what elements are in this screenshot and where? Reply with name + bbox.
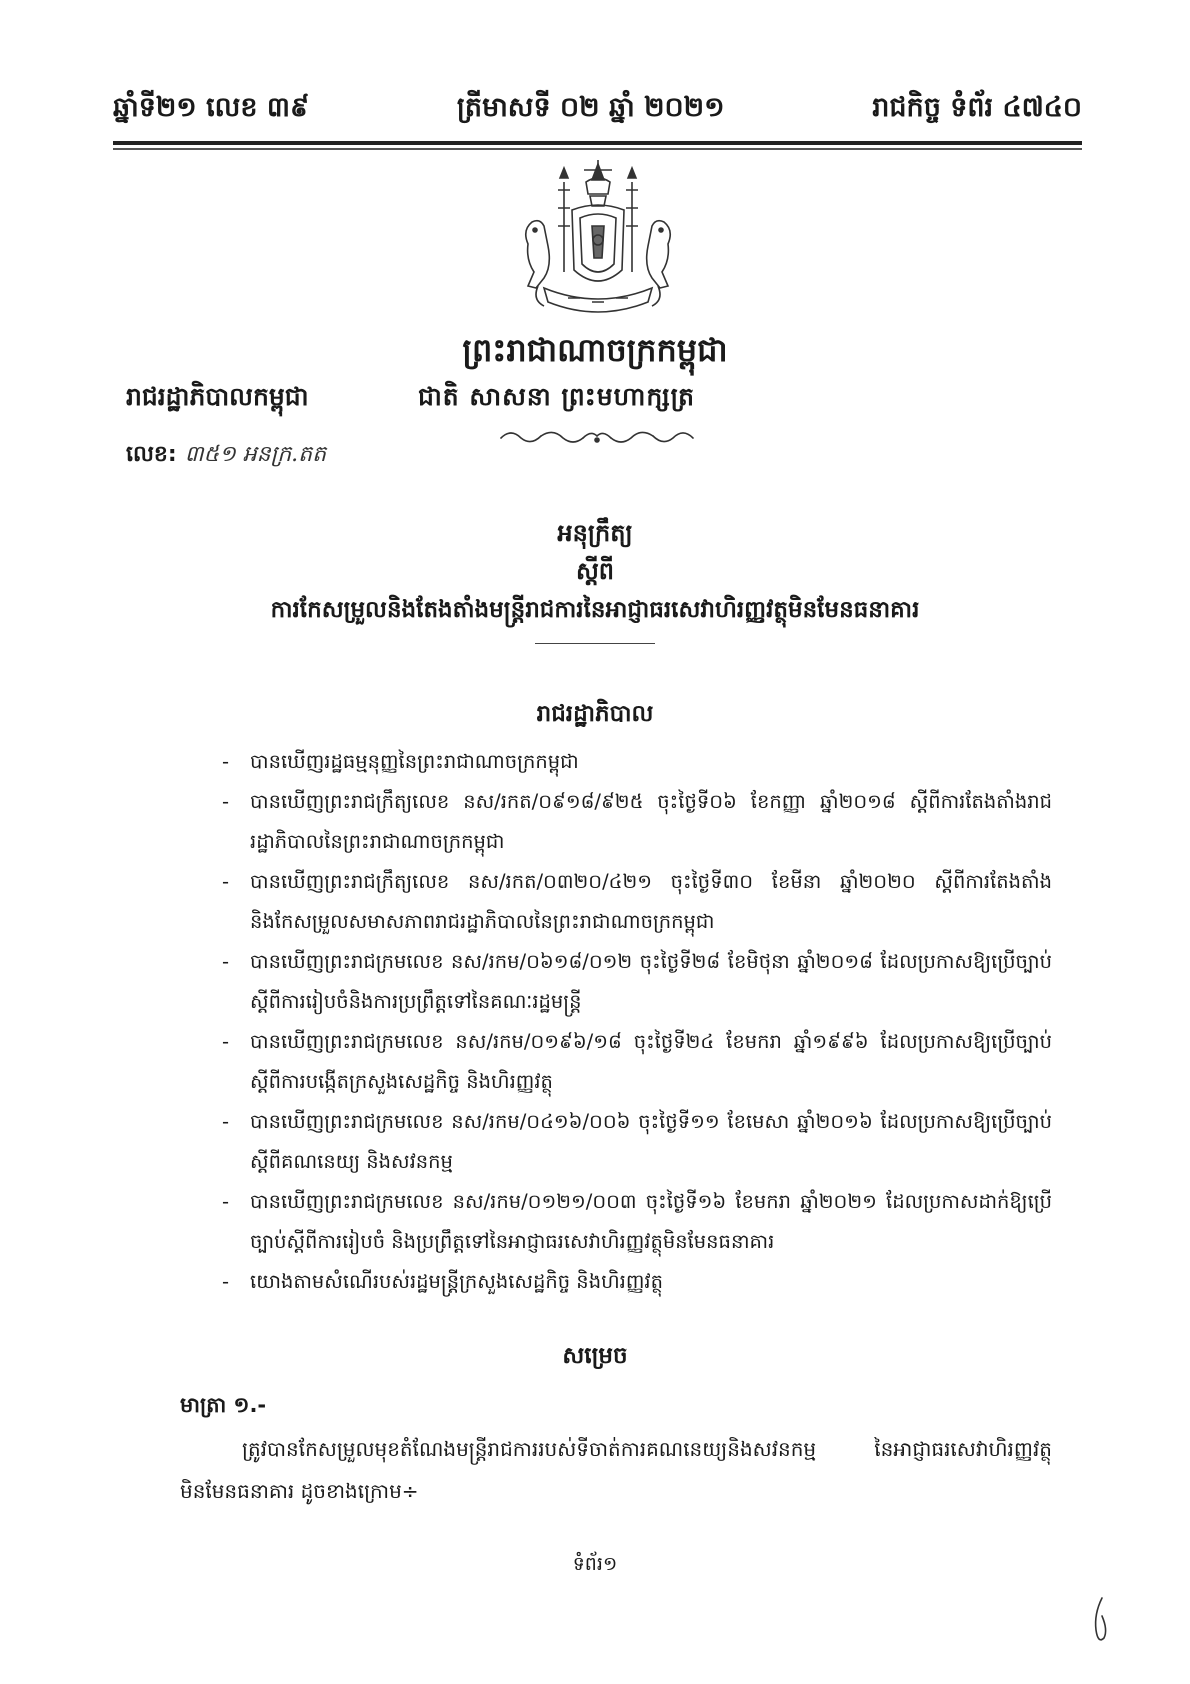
list-item: - បានឃើញព្រះរាជក្រមលេខ នស/រកម/០១២១/០០៣ ចុះថ្ងៃទី១៦ ខែមករា ឆ្នាំ២០២១ ដែលប្រកាសដាក់ឱ្យប្រើច្បាប់ស្តីពីការរៀបចំ និងប្រព្រឹត្តទៅនៃអាជ្ញាធរសេវាហិរញ្ញវត្ថុមិនមែនធនាគារ [222,1190,1052,1253]
list-item: - បានឃើញព្រះរាជក្រឹត្យលេខ នស/រកត/០៩១៨/៩២៥ ចុះថ្ងៃទី០៦ ខែកញ្ញា ឆ្នាំ២០១៨ ស្តីពីការតែងតាំងរាជរដ្ឋាភិបាលនៃព្រះរាជាណាចក្រកម្ពុជា [222,790,1052,853]
document-type: អនុក្រឹត្យ [557,519,633,547]
list-item: - បានឃើញរដ្ឋធម្មនុញ្ញនៃព្រះរាជាណាចក្រកម្ពុជា [222,750,579,773]
list-item: - បានឃើញព្រះរាជក្រមលេខ នស/រកម/០១៩៦/១៨ ចុះថ្ងៃទី២៤ ខែមករា ឆ្នាំ១៩៩៦ ដែលប្រកាសឱ្យប្រើច្បាប់ស្តីពីការបង្កើតក្រសួងសេដ្ឋកិច្ច និងហិរញ្ញវត្ថុ [222,1030,1052,1093]
handwritten-initial-mark [1088,1594,1112,1648]
document-number-label: លេខ: [126,442,177,467]
gazette-header [113,88,1082,132]
national-motto: ជាតិ សាសនា ព្រះមហាក្សត្រ [418,382,695,411]
list-item: - យោងតាមសំណើរបស់រដ្ឋមន្ត្រីក្រសួងសេដ្ឋកិច្ច និងហិរញ្ញវត្ថុ [222,1270,663,1293]
list-item: - បានឃើញព្រះរាជក្រឹត្យលេខ នស/រកត/០៣២០/៤២១ ចុះថ្ងៃទី៣០ ខែមីនា ឆ្នាំ២០២០ ស្តីពីការតែងតាំង និងកែសម្រួលសមាសភាពរាជរដ្ឋាភិបាលនៃព្រះរាជាណាចក្រកម្ពុជា [222,870,1052,933]
decorative-ornament-icon [497,424,697,450]
government-name: រាជរដ្ឋាភិបាលកម្ពុជា [126,382,309,411]
document-number-value: ៣៥១ អនក្រ.តត [184,442,327,467]
page-number: ទំព័រ១ [572,1553,618,1575]
document-about: ស្តីពី [575,557,615,585]
gazette-page-ref: រាជកិច្ច ទំព័រ ៤៧៤០ [872,91,1082,123]
decide-heading: សម្រេច [562,1343,628,1369]
header-rule-thick [113,141,1082,145]
government-heading: រាជរដ្ឋាភិបាល [536,701,654,727]
article-label: មាត្រា ១.- [180,1393,267,1417]
document-number [126,440,326,472]
header-rule-thin [113,148,1082,150]
gazette-year-issue: ឆ្នាំទី២១ លេខ ៣៩ [113,91,310,123]
kingdom-title: ព្រះរាជាណាចក្រកម្ពុជា [462,331,728,369]
list-item: - បានឃើញព្រះរាជក្រមលេខ នស/រកម/០៦១៨/០១២ ចុះថ្ងៃទី២៨ ខែមិថុនា ឆ្នាំ២០១៨ ដែលប្រកាសឱ្យប្រើច្បាប់ស្តីពីការរៀបចំនិងការប្រព្រឹត្តទៅនៃគណៈរដ្ឋមន្ត្រី [222,950,1052,1013]
royal-coat-of-arms-emblem [508,160,688,328]
subject-divider [535,643,655,644]
article-text: ត្រូវបានកែសម្រួលមុខតំណែងមន្ត្រីរាជការរបស់ទីចាត់ការគណនេយ្យនិងសវនកម្ម នៃអាជ្ញាធរសេវាហិរញ្ញវត្ថុមិនមែនធនាគារ ដូចខាងក្រោម÷ [180,1437,1052,1503]
gazette-quarter: ត្រីមាសទី ០២ ឆ្នាំ ២០២១ [456,91,725,123]
preamble-list [222,742,1052,1302]
document-subject: ការកែសម្រួលនិងតែងតាំងមន្ត្រីរាជការនៃអាជ្ញាធរសេវាហិរញ្ញវត្ថុមិនមែនធនាគារ [270,597,920,623]
list-item: - បានឃើញព្រះរាជក្រមលេខ នស/រកម/០៤១៦/០០៦ ចុះថ្ងៃទី១១ ខែមេសា ឆ្នាំ២០១៦ ដែលប្រកាសឱ្យប្រើច្បាប់ស្តីពីគណនេយ្យ និងសវនកម្ម [222,1110,1052,1173]
